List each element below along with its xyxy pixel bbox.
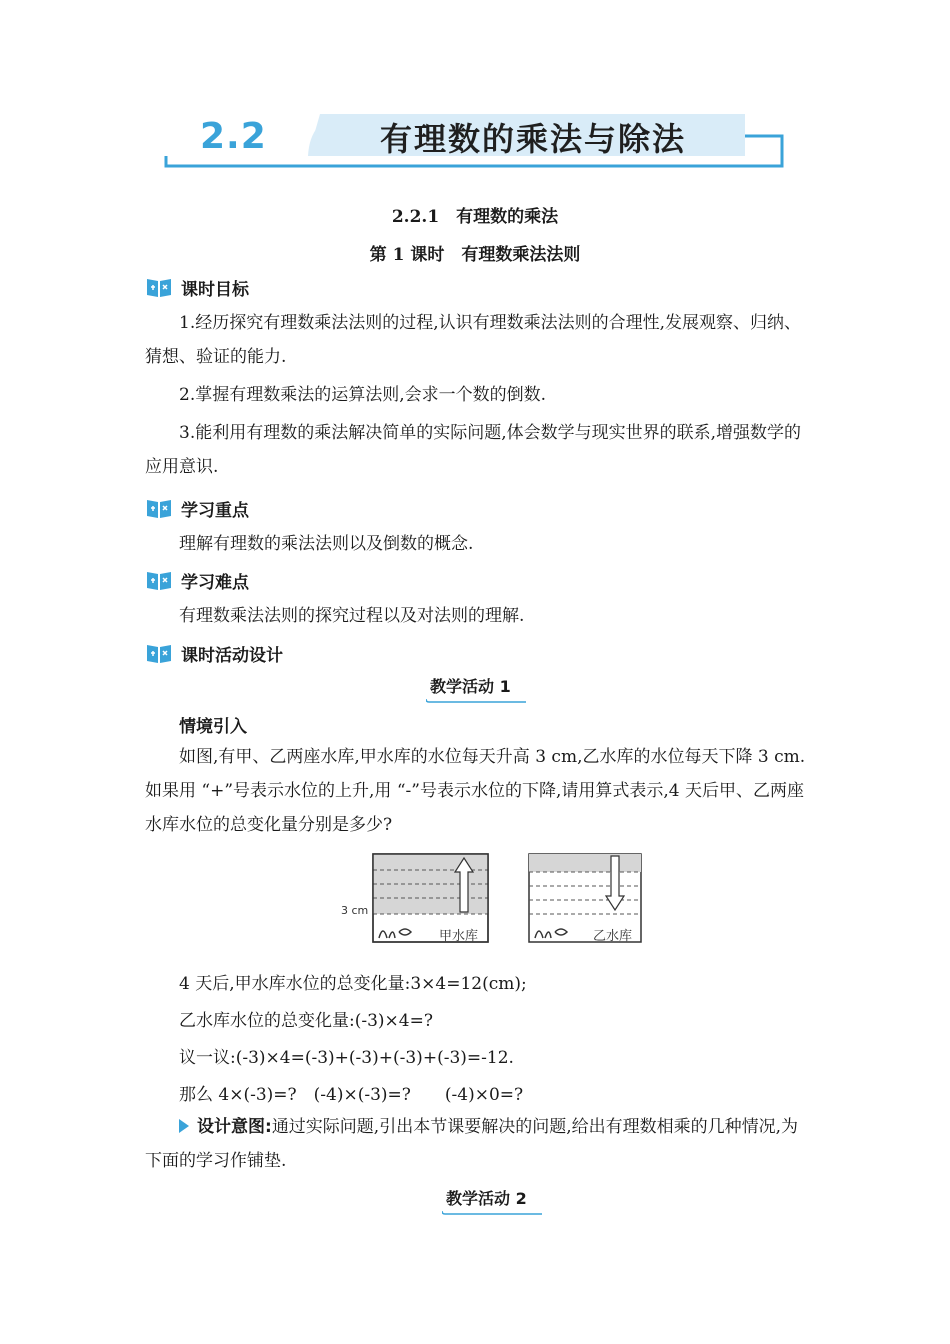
activity-1-title (430, 674, 511, 697)
objectives-heading (145, 273, 249, 301)
design-intent (145, 1110, 810, 1178)
reservoir-jia-label: 甲水库 (439, 929, 479, 944)
difficulties-heading (145, 566, 249, 594)
solution-line: 议一议:(-3)×4=(-3)+(-3)+(-3)+(-3)=-12. (179, 1048, 514, 1068)
key-points-text: 理解有理数的乘法法则以及倒数的概念. (179, 534, 474, 554)
solution-line: 那么 4×(-3)=? (-4)×(-3)=? (-4)×0=? (179, 1085, 524, 1105)
activity-underline (442, 1211, 542, 1215)
book-icon (145, 568, 173, 592)
key-points-heading (145, 494, 249, 522)
activity-1-title-text: 教学活动 1 (430, 677, 511, 696)
scale-label: 3 cm (341, 904, 369, 917)
section-heading: 2.2.1 有理数的乘法 (391, 207, 559, 227)
activity-2-title (446, 1186, 527, 1209)
activity-2-title-text: 教学活动 2 (446, 1189, 527, 1208)
reservoir-figure (335, 852, 650, 947)
book-icon (145, 275, 173, 299)
chapter-number: 2.2 (200, 116, 267, 157)
lesson-heading: 第 1 课时 有理数乘法法则 (369, 245, 581, 265)
design-intent-text: 通过实际问题,引出本节课要解决的问题,给出有理数相乘的几种情况,为下面的学习作铺垫. (145, 1117, 799, 1171)
play-arrow-icon (179, 1119, 189, 1133)
activity-underline (426, 699, 526, 703)
problem-text: 如图,有甲、乙两座水库,甲水库的水位每天升高 3 cm,乙水库的水位每天下降 3 cm.如果用 “+”号表示水位的上升,用 “-”号表示水位的下降,请用算式表示,4 天后甲、乙两座水库水位的总变化量分别是多少? (145, 747, 806, 835)
objective-item: 2.掌握有理数乘法的运算法则,会求一个数的倒数. (179, 385, 547, 405)
book-icon (145, 641, 173, 665)
intro-label: 情境引入 (179, 717, 247, 737)
objective-item: 3.能利用有理数的乘法解决简单的实际问题,体会数学与现实世界的联系,增强数学的应用意识. (145, 423, 802, 477)
design-intent-label: 设计意图: (197, 1117, 272, 1137)
solution-line: 4 天后,甲水库水位的总变化量:3×4=12(cm); (179, 974, 527, 994)
objectives-label: 课时目标 (181, 279, 249, 300)
solution-line: 乙水库水位的总变化量:(-3)×4=? (179, 1011, 433, 1031)
activity-design-label: 课时活动设计 (181, 645, 283, 666)
reservoir-yi-label: 乙水库 (593, 929, 633, 944)
difficulties-label: 学习难点 (181, 572, 249, 593)
objective-item: 1.经历探究有理数乘法法则的过程,认识有理数乘法法则的合理性,发展观察、归纳、猜想、验证的能力. (145, 313, 802, 367)
difficulties-text: 有理数乘法法则的探究过程以及对法则的理解. (179, 606, 525, 626)
activity-design-heading (145, 639, 283, 667)
chapter-title: 有理数的乘法与除法 (380, 120, 687, 158)
key-points-label: 学习重点 (181, 500, 249, 521)
book-icon (145, 496, 173, 520)
